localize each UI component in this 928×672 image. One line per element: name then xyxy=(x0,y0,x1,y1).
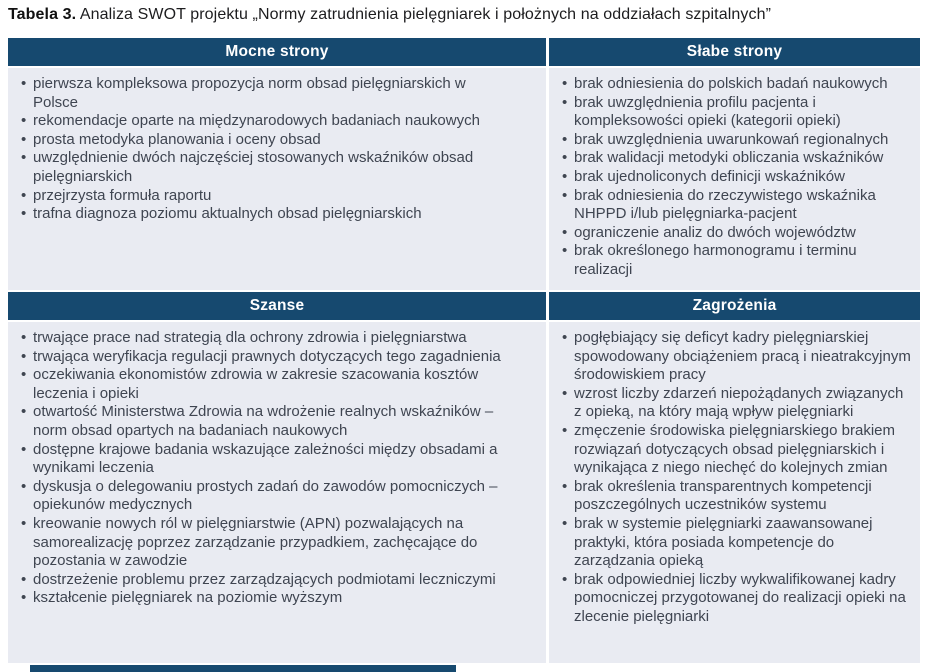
list-item: • brak ujednoliconych definicji wskaźników xyxy=(561,168,912,187)
list-item: • pierwsza kompleksowa propozycja norm obsad pielęgniarskich w Polsce xyxy=(20,75,511,112)
threats-list xyxy=(561,329,912,627)
list-item: • kreowanie nowych ról w pielęgniarstwie (APN) pozwalających na samorealizację poprzez zarządzanie przypadkiem, zachęcające do pozostania w zawodzie xyxy=(20,515,511,571)
table-caption-label: Tabela 3. xyxy=(8,6,77,23)
list-item: • brak uwzględnienia uwarunkowań regionalnych xyxy=(561,131,912,150)
list-item: • oczekiwania ekonomistów zdrowia w zakresie szacowania kosztów leczenia i opieki xyxy=(20,366,511,403)
cell-weaknesses xyxy=(549,68,920,290)
next-table-header-cutoff xyxy=(30,665,456,672)
list-item: • brak odniesienia do polskich badań naukowych xyxy=(561,75,912,94)
list-item: • brak określenia transparentnych kompetencji poszczególnych uczestników systemu xyxy=(561,478,912,515)
list-item: • brak uwzględnienia profilu pacjenta i kompleksowości opieki (kategorii opieki) xyxy=(561,94,912,131)
list-item: • przejrzysta formuła raportu xyxy=(20,187,511,206)
list-item: • rekomendacje oparte na międzynarodowych badaniach naukowych xyxy=(20,112,511,131)
strengths-list xyxy=(20,75,538,224)
list-item: • zmęczenie środowiska pielęgniarskiego brakiem rozwiązań dotyczących obsad pielęgniarskich i wynikająca z niego niechęć do kolejnych zmian xyxy=(561,422,912,478)
table-caption xyxy=(8,6,771,24)
table-caption-text: Analiza SWOT projektu „Normy zatrudnienia pielęgniarek i położnych na oddziałach szpitalnych” xyxy=(79,6,771,23)
list-item: • prosta metodyka planowania i oceny obsad xyxy=(20,131,511,150)
cell-opportunities xyxy=(8,322,546,663)
weaknesses-list xyxy=(561,75,912,280)
cell-threats xyxy=(549,322,920,663)
cell-strengths xyxy=(8,68,546,290)
opportunities-list xyxy=(20,329,538,608)
list-item: • brak określonego harmonogramu i terminu realizacji xyxy=(561,242,912,279)
header-weaknesses: Słabe strony xyxy=(549,38,920,66)
header-strengths: Mocne strony xyxy=(8,38,546,66)
list-item: • ograniczenie analiz do dwóch województw xyxy=(561,224,912,243)
list-item: • dyskusja o delegowaniu prostych zadań do zawodów pomocniczych – opiekunów medycznych xyxy=(20,478,511,515)
swot-table xyxy=(8,38,920,663)
list-item: • trwająca weryfikacja regulacji prawnych dotyczących tego zagadnienia xyxy=(20,348,511,367)
list-item: • trafna diagnoza poziomu aktualnych obsad pielęgniarskich xyxy=(20,205,511,224)
list-item: • trwające prace nad strategią dla ochrony zdrowia i pielęgniarstwa xyxy=(20,329,511,348)
list-item: • wzrost liczby zdarzeń niepożądanych związanych z opieką, na który mają wpływ pielęgniarki xyxy=(561,385,912,422)
list-item: • brak walidacji metodyki obliczania wskaźników xyxy=(561,149,912,168)
list-item: • otwartość Ministerstwa Zdrowia na wdrożenie realnych wskaźników – norm obsad opartych na badaniach naukowych xyxy=(20,403,511,440)
list-item: • dostrzeżenie problemu przez zarządzających podmiotami leczniczymi xyxy=(20,571,511,590)
list-item: • pogłębiający się deficyt kadry pielęgniarskiej spowodowany obciążeniem pracą i nieatrakcyjnym środowiskiem pracy xyxy=(561,329,912,385)
list-item: • brak w systemie pielęgniarki zaawansowanej praktyki, która posiada kompetencje do zarządzania opieką xyxy=(561,515,912,571)
list-item: • brak odniesienia do rzeczywistego wskaźnika NHPPD i/lub pielęgniarka-pacjent xyxy=(561,187,912,224)
list-item: • brak odpowiedniej liczby wykwalifikowanej kadry pomocniczej przygotowanej do realizacji opieki na zlecenie pielęgniarki xyxy=(561,571,912,627)
header-threats: Zagrożenia xyxy=(549,292,920,320)
list-item: • uwzględnienie dwóch najczęściej stosowanych wskaźników obsad pielęgniarskich xyxy=(20,149,511,186)
list-item: • dostępne krajowe badania wskazujące zależności między obsadami a wynikami leczenia xyxy=(20,441,511,478)
header-opportunities: Szanse xyxy=(8,292,546,320)
list-item: • kształcenie pielęgniarek na poziomie wyższym xyxy=(20,589,511,608)
